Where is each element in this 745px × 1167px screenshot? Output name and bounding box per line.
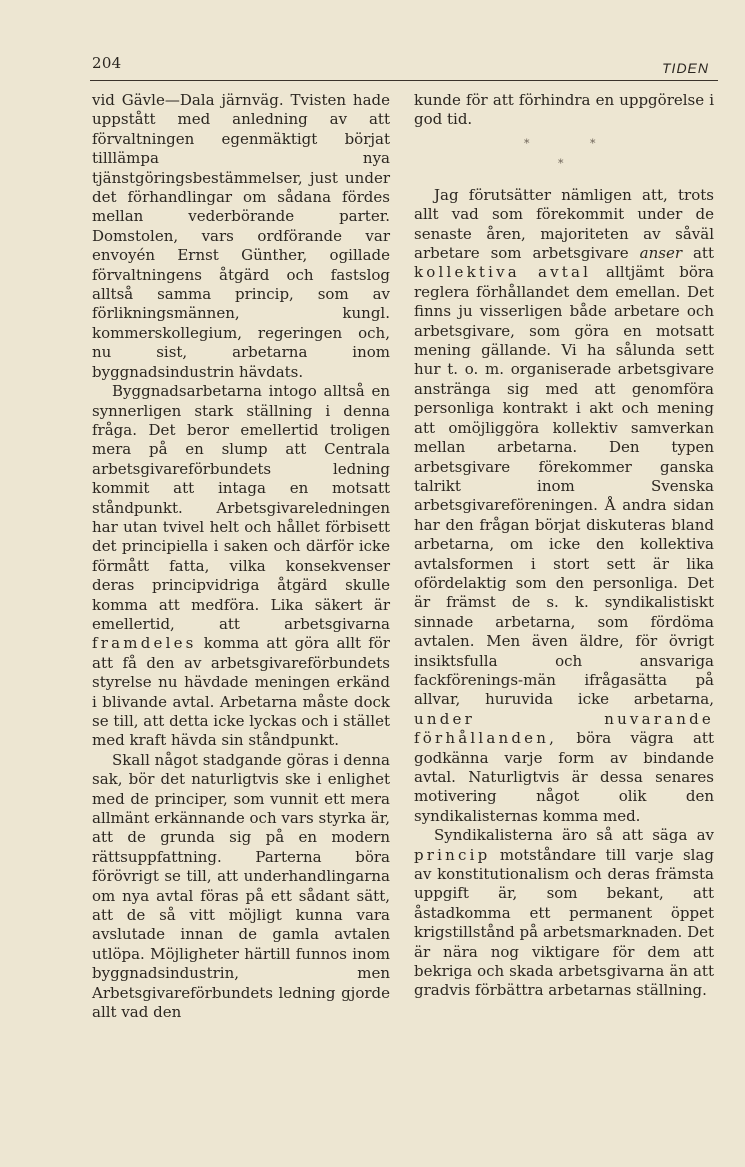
spaced-emphasis: framdeles bbox=[92, 634, 197, 653]
paragraph-text: Syndikalisterna äro så att säga av bbox=[434, 826, 714, 845]
paragraph-text: Byggnadsarbetarna intogo alltså en synnerligen stark ställning i denna fråga. Det beror emellertid troligen mera på en slump att Centrala arbetsgivareförbundets ledning kommit att intaga en motsatt ståndpunkt. Arbetsgivareledningen har utan tvivel helt och hållet förbisett det principiella i saken och därför icke förmått fatta, vilka konsekvenser deras principvidriga åtgärd skulle komma att medföra. Lika säkert är emellertid, att arbetsgivarna bbox=[92, 382, 390, 633]
header-rule bbox=[90, 80, 718, 81]
paragraph-text: motståndare till varje slag av konstitutionalism och deras främsta uppgift är, som bekant, att åstadkomma ett permanent öppet krigstillstånd på arbetsmarknaden. Det är nära nog viktigare för dem att bekriga och skada arbetsgivarna än att gradvis förbättra arbetarnas ställning. bbox=[414, 845, 714, 1000]
separator-star: * bbox=[590, 136, 596, 150]
section-separator bbox=[414, 134, 714, 180]
paragraph-text: böra vägra att godkänna varje form av bindande avtal. Naturligtvis är dessa senares motivering något olik den syndikalisternas komma med. bbox=[414, 729, 714, 825]
paragraph bbox=[92, 751, 390, 1023]
paragraph-text: alltjämt böra reglera förhållandet dem emellan. Det finns ju visserligen både arbetare och arbetsgivare, som göra en motsatt mening gällande. Vi ha sålunda sett hur t. o. m. organiserade arbetsgivare anstränga sig med att genomföra personliga kontrakt i akt och mening att omöjliggöra kollektiv samverkan mellan arbetarna. Den typen arbetsgivare förekommer ganska talrikt inom Svenska arbetsgivareföreningen. Å andra sidan har den frågan börjat diskuteras bland arbetarna, om icke den kollektiva avtalsformen i stort sett är lika ofördelaktig som den personliga. Det är främst de s. k. syndikalistiskt sinnade arbetarna, som fördöma avtalen. Men även äldre, för övrigt insiktsfulla och ansvariga fackförenings-män ifrågasätta på allvar, huruvida icke arbetarna, bbox=[414, 263, 714, 709]
paragraph bbox=[92, 91, 390, 382]
paragraph bbox=[92, 382, 390, 751]
paragraph-text: Jag förutsätter nämligen att, trots allt vad som förekommit under de senaste åren, majoriteten av såväl arbetare som arbetsgivare bbox=[414, 185, 714, 263]
separator-star: * bbox=[558, 156, 564, 170]
spaced-emphasis: under nuvarande förhållanden, bbox=[414, 709, 714, 748]
page-number: 204 bbox=[92, 54, 122, 72]
left-column bbox=[92, 91, 390, 1023]
journal-title: TIDEN bbox=[662, 60, 709, 76]
paragraph-text: att bbox=[692, 244, 714, 263]
right-column bbox=[414, 91, 714, 1001]
paragraph-text: vid Gävle—Dala järnväg. Tvisten hade uppstått med anledning av att förvaltningen egenmäktigt börjat tilllämpa nya tjänstgöringsbestämmelser, just under det förhandlingar om sådana fördes mellan vederbörande parter. Domstolen, vars ordförande var envoyén Ernst Günther, ogillade förvaltningens åtgärd och fastslog alltså samma princip, som av förlikningsmännen, kungl. kommerskollegium, regeringen och, nu sist, arbetarna inom byggnadsindustrin hävdats. bbox=[92, 91, 390, 381]
paragraph-text: komma att göra allt för att få den av arbetsgivareförbundets styrelse nu hävdade meningen erkänd i blivande avtal. Arbetarna måste dock se till, att detta icke lyckas och i stället med kraft hävda sin ståndpunkt. bbox=[92, 634, 391, 750]
paragraph-text: Skall något stadgande göras i denna sak, bör det naturligtvis ske i enlighet med de principer, som vunnit ett mera allmänt erkännande och vars styrka är, att de grunda sig på en modern rättsuppfattning. Parterna böra förövrigt se till, att underhandlingarna om nya avtal föras på ett sådant sätt, att de så vitt möjligt kunna vara avslutade innan de gamla avtalen utlöpa. Möjligheter härtill funnos inom byggnadsindustrin, men Arbetsgivareförbundets ledning gjorde allt vad den bbox=[92, 750, 390, 1022]
paragraph bbox=[414, 91, 714, 130]
spaced-emphasis: kollektiva avtal bbox=[414, 263, 592, 282]
italic-emphasis: anser bbox=[639, 244, 683, 263]
spaced-emphasis: princip bbox=[414, 845, 491, 864]
paragraph bbox=[414, 826, 714, 1001]
separator-star: * bbox=[524, 136, 530, 150]
paragraph bbox=[414, 186, 714, 826]
paragraph-text: kunde för att förhindra en uppgörelse i god tid. bbox=[414, 91, 714, 129]
